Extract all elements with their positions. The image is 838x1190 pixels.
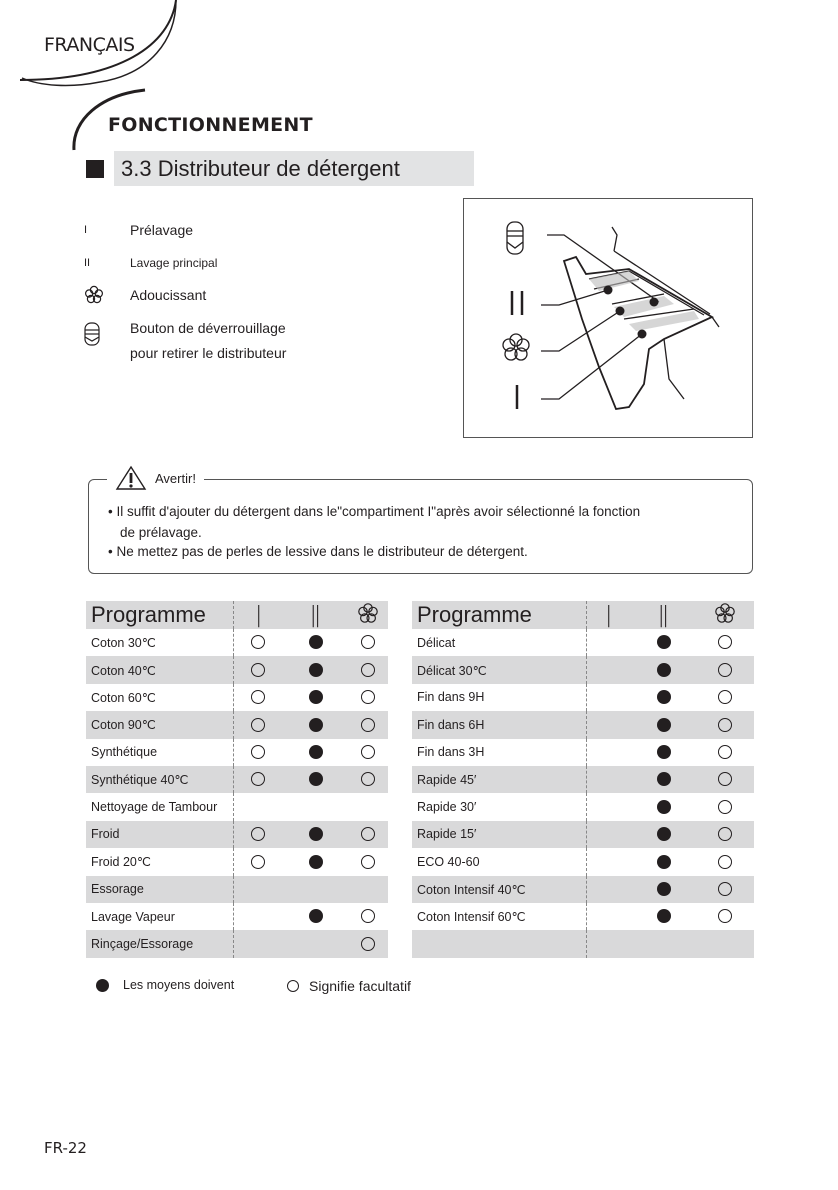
compartment-ii-cell [631,903,696,930]
compartment-soft-cell [348,793,388,820]
compartment-soft-cell [696,793,754,820]
table-row [86,903,388,930]
table-row [412,821,754,848]
filled-dot-icon [657,690,671,704]
hollow-dot-icon [718,882,732,896]
compartment-i-cell [586,656,631,683]
compartment-ii-cell [631,629,696,656]
filled-dot-icon [309,772,323,786]
programme-name: Délicat 30℃ [412,656,586,683]
warning-header [107,465,204,491]
programme-name: Coton 90℃ [86,711,233,738]
hollow-dot-icon [718,909,732,923]
hollow-dot-icon [251,635,265,649]
programme-name: Fin dans 6H [412,711,586,738]
compartment-i-cell [586,684,631,711]
filled-dot-icon [657,827,671,841]
hollow-dot-icon [361,937,375,951]
legend-label: Bouton de déverrouillage [130,320,286,336]
programme-name: Rapide 30′ [412,793,586,820]
legend-label: Adoucissant [130,287,207,303]
compartment-i-cell [586,629,631,656]
compartment-ii-cell [283,903,348,930]
key-label: Signifie facultatif [309,978,411,994]
hollow-dot-icon [251,855,265,869]
hollow-dot-icon [718,745,732,759]
compartment-soft-cell [348,766,388,793]
programme-name: Rapide 15′ [412,821,586,848]
warning-bullet-1-line-2: de prélavage. [120,525,202,540]
compartment-i-cell [233,684,283,711]
compartment-ii-cell [631,930,696,957]
compartment-ii-cell [631,684,696,711]
hollow-dot-icon [718,800,732,814]
compartment-i-cell [586,848,631,875]
hollow-dot-icon [361,745,375,759]
compartment-soft-cell [696,711,754,738]
roman-two-icon: II [84,257,91,269]
compartment-soft-cell [696,821,754,848]
hollow-dot-icon [251,690,265,704]
compartment-soft-cell [348,930,388,957]
table-row [86,766,388,793]
programme-name: Synthétique 40℃ [86,766,233,793]
compartment-i-cell [233,903,283,930]
unlock-button-icon [507,222,523,254]
compartment-soft-cell [696,766,754,793]
hollow-dot-icon [361,855,375,869]
programme-name: Rinçage/Essorage [86,930,233,957]
compartment-soft-cell [696,903,754,930]
table-row [412,876,754,903]
hollow-dot-icon [718,690,732,704]
programme-name: ECO 40-60 [412,848,586,875]
compartment-soft-cell [696,848,754,875]
compartment-i-cell [586,766,631,793]
filled-dot-icon [657,909,671,923]
hollow-dot-icon [718,663,732,677]
compartment-ii-cell [631,739,696,766]
legend-label: Lavage principal [130,256,218,270]
compartment-ii-cell [631,821,696,848]
hollow-dot-icon [361,718,375,732]
softener-flower-icon [84,285,130,305]
table-row [412,656,754,683]
legend-item-prelavage [84,222,193,238]
compartment-soft-cell [348,711,388,738]
filled-dot-icon [309,718,323,732]
hollow-dot-icon [361,635,375,649]
filled-dot-icon [309,909,323,923]
compartment-ii-cell [283,629,348,656]
compartment-soft-cell [696,876,754,903]
programme-name: Lavage Vapeur [86,903,233,930]
compartment-i-cell [586,876,631,903]
programme-name: Synthétique [86,739,233,766]
table-row [86,629,388,656]
table-row [86,821,388,848]
table-row [86,876,388,903]
table-header [412,601,754,629]
filled-dot-icon [309,635,323,649]
dispenser-diagram [463,198,753,438]
compartment-ii-cell [283,684,348,711]
hollow-dot-icon [251,745,265,759]
table-header [86,601,388,629]
filled-dot-icon [657,772,671,786]
compartment-i-cell [586,930,631,957]
programme-header: Programme [86,601,233,629]
programme-name [412,930,586,957]
compartment-soft-cell [696,930,754,957]
table-row [412,766,754,793]
compartment-soft-cell [348,876,388,903]
programme-table-right [412,601,754,958]
filled-dot-icon [657,855,671,869]
table-row [412,848,754,875]
compartment-ii-cell [631,766,696,793]
compartment-soft-cell [696,656,754,683]
compartment-i-cell [233,793,283,820]
programme-name: Coton Intensif 60℃ [412,903,586,930]
subsection-bullet [86,160,104,178]
filled-dot-icon [309,745,323,759]
compartment-ii-cell [283,821,348,848]
compartment-soft-cell [348,848,388,875]
hollow-dot-icon [361,909,375,923]
compartment-i-cell [233,876,283,903]
table-row [412,739,754,766]
table-row [412,903,754,930]
compartment-i-cell [586,793,631,820]
compartment-i-cell [233,656,283,683]
compartment-ii-cell [631,793,696,820]
filled-dot-icon [657,663,671,677]
roman-one-icon: I [84,224,88,236]
compartment-i-cell [233,711,283,738]
section-title: FONCTIONNEMENT [108,114,313,136]
compartment-ii-cell [631,656,696,683]
filled-dot-icon [309,827,323,841]
table-row [412,930,754,957]
roman-two-icon: || [283,601,348,629]
hollow-dot-icon [251,772,265,786]
warning-bullet-2: • Ne mettez pas de perles de lessive dans le distributeur de détergent. [108,544,528,559]
compartment-ii-cell [283,739,348,766]
hollow-dot-icon [718,772,732,786]
programme-name: Froid [86,821,233,848]
compartment-soft-cell [348,629,388,656]
compartment-soft-cell [696,629,754,656]
programme-name: Froid 20℃ [86,848,233,875]
compartment-i-cell [586,821,631,848]
unlock-button-icon [84,320,130,346]
filled-dot-icon [309,855,323,869]
legend-item-adoucissant [84,285,206,305]
table-row [86,711,388,738]
programme-name: Délicat [412,629,586,656]
softener-flower-icon [696,601,754,629]
table-row [86,848,388,875]
hollow-dot-icon [251,827,265,841]
hollow-dot-icon [251,718,265,732]
hollow-dot-icon [361,827,375,841]
compartment-ii-cell [631,876,696,903]
legend-key-optional [287,978,411,994]
compartment-i-cell [586,903,631,930]
roman-two-icon: || [631,601,696,629]
compartment-i-cell [233,821,283,848]
programme-name: Coton Intensif 40℃ [412,876,586,903]
filled-dot-icon [657,745,671,759]
compartment-i-cell [586,711,631,738]
programme-name: Coton 40℃ [86,656,233,683]
compartment-ii-cell [283,848,348,875]
compartment-i-cell [233,766,283,793]
compartment-soft-cell [696,684,754,711]
table-row [86,684,388,711]
compartment-i-cell [233,930,283,957]
table-row [86,793,388,820]
compartment-soft-cell [348,684,388,711]
warning-bullet-1-line-1: • Il suffit d'ajouter du détergent dans le"compartiment I"après avoir sélectionné la fonction [108,504,641,519]
hollow-dot-icon [251,663,265,677]
compartment-ii-cell [631,848,696,875]
legend-item-unlock [84,320,286,361]
programme-name: Coton 30℃ [86,629,233,656]
compartment-soft-cell [348,739,388,766]
filled-dot-icon [657,718,671,732]
filled-dot-icon [657,635,671,649]
compartment-ii-cell [283,656,348,683]
programme-name: Fin dans 9H [412,684,586,711]
programme-name: Fin dans 3H [412,739,586,766]
compartment-ii-cell [283,876,348,903]
warning-title: Avertir! [155,470,196,486]
warning-triangle-icon [115,465,147,491]
table-row [86,930,388,957]
page-number: FR-22 [44,1139,87,1157]
table-row [412,684,754,711]
compartment-ii-cell [283,711,348,738]
legend-label: pour retirer le distributeur [130,345,287,361]
filled-dot-icon [657,882,671,896]
programme-table-left [86,601,388,958]
compartment-soft-cell [348,903,388,930]
table-row [412,711,754,738]
compartment-i-cell [233,739,283,766]
programme-name: Essorage [86,876,233,903]
hollow-dot-icon [287,980,299,992]
filled-dot-icon [96,979,109,992]
programme-header: Programme [412,601,586,629]
hollow-dot-icon [361,772,375,786]
hollow-dot-icon [718,827,732,841]
compartment-i-cell [233,629,283,656]
hollow-dot-icon [718,855,732,869]
compartment-soft-cell [348,656,388,683]
table-row [412,793,754,820]
subsection-title: 3.3 Distributeur de détergent [121,156,400,181]
filled-dot-icon [657,800,671,814]
compartment-soft-cell [696,739,754,766]
filled-dot-icon [309,690,323,704]
legend-key-required [96,978,234,992]
compartment-ii-cell [283,766,348,793]
table-row [412,629,754,656]
hollow-dot-icon [718,718,732,732]
compartment-ii-cell [631,711,696,738]
filled-dot-icon [309,663,323,677]
compartment-i-cell [586,739,631,766]
table-row [86,656,388,683]
programme-name: Rapide 45′ [412,766,586,793]
table-row [86,739,388,766]
key-label: Les moyens doivent [123,978,235,992]
programme-name: Coton 60℃ [86,684,233,711]
hollow-dot-icon [361,663,375,677]
roman-one-icon: | [586,601,631,629]
hollow-dot-icon [718,635,732,649]
roman-one-icon: | [233,601,283,629]
hollow-dot-icon [361,690,375,704]
softener-flower-icon [348,601,388,629]
compartment-i-cell [233,848,283,875]
legend-item-lavage-principal [84,256,217,270]
language-label: FRANÇAIS [44,34,135,56]
compartment-ii-cell [283,793,348,820]
legend-label: Prélavage [130,222,194,238]
programme-name: Nettoyage de Tambour [86,793,233,820]
compartment-soft-cell [348,821,388,848]
compartment-ii-cell [283,930,348,957]
